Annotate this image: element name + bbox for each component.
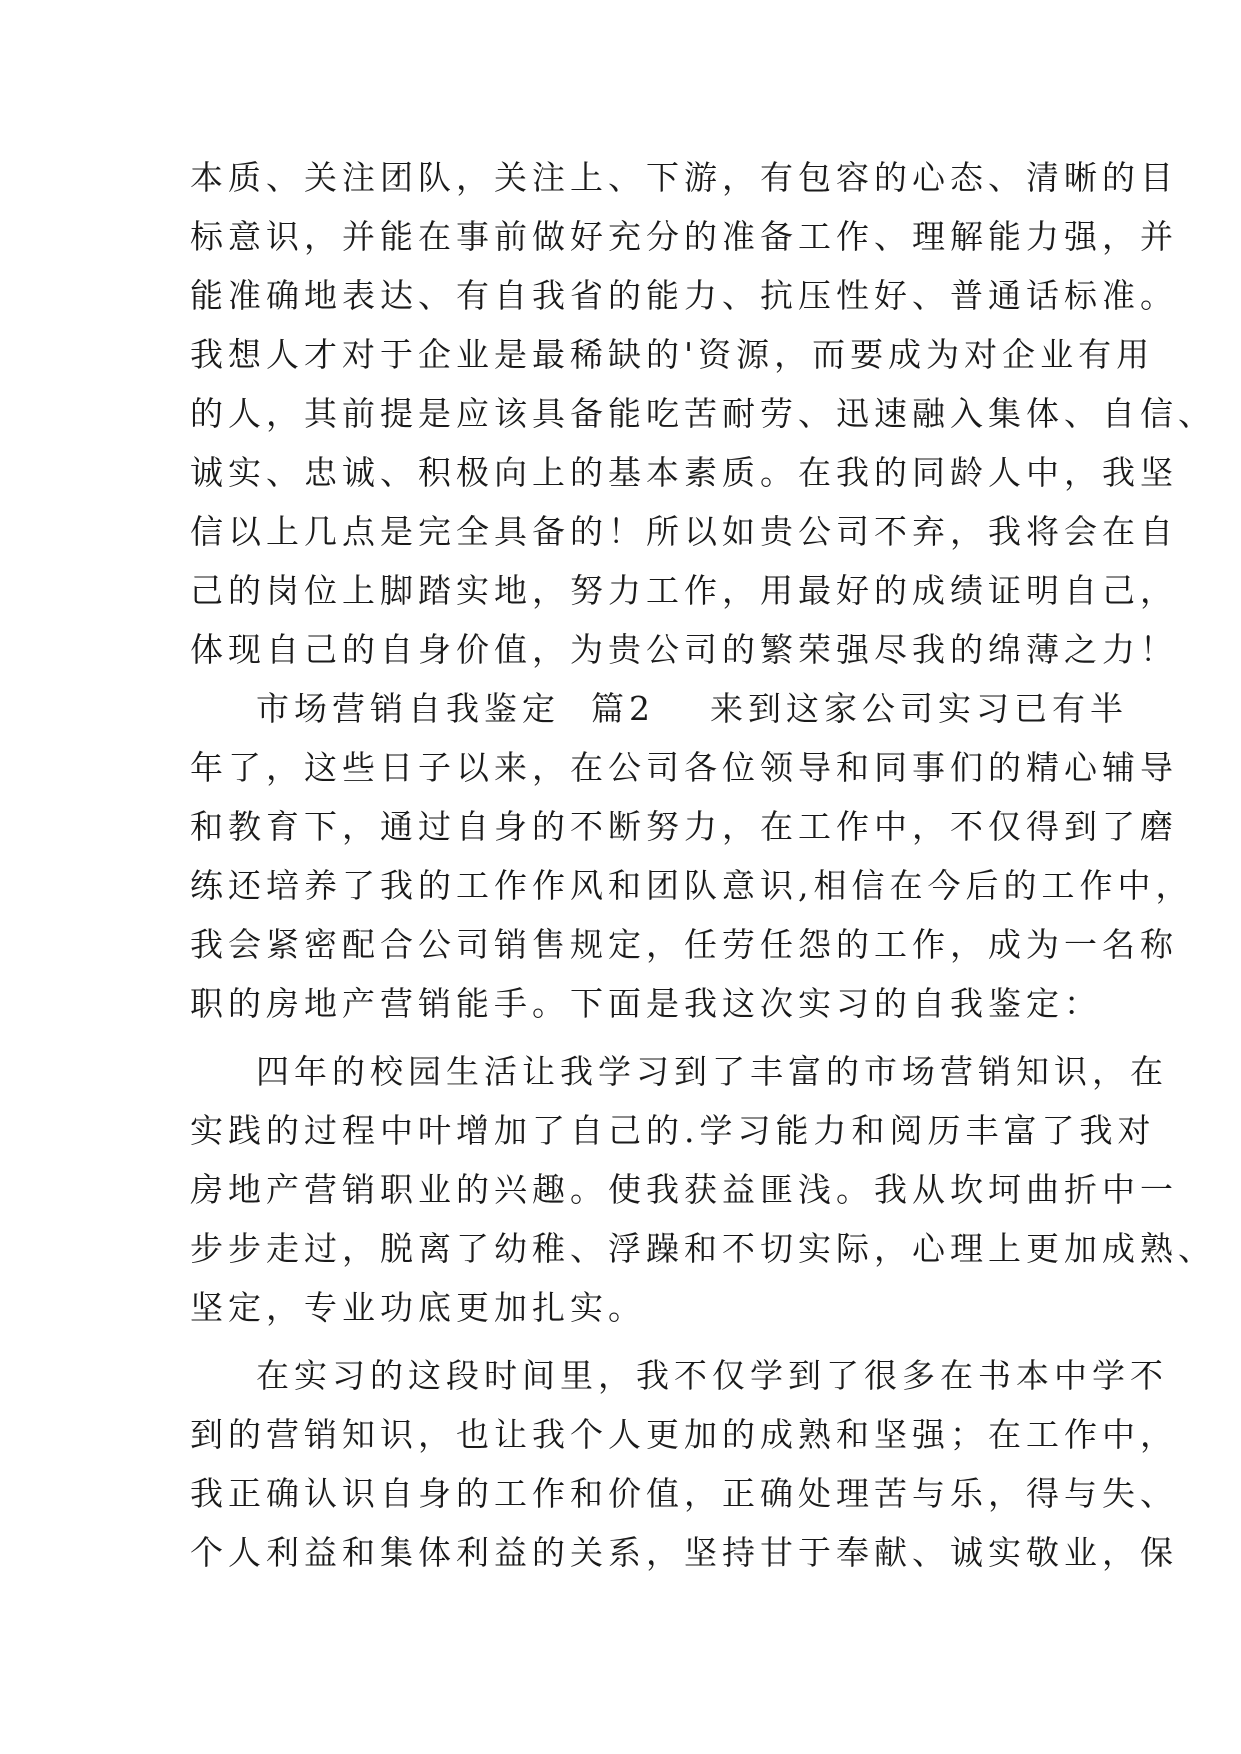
text-line: 实践的过程中叶增加了自己的.学习能力和阅历丰富了我对	[190, 1111, 1156, 1150]
section-heading: 市场营销自我鉴定 篇2	[256, 689, 655, 728]
text-line: 到的营销知识，也让我个人更加的成熟和坚强；在工作中，	[190, 1415, 1178, 1454]
text-line: 在实习的这段时间里，我不仅学到了很多在书本中学不	[256, 1356, 1168, 1395]
text-line: 四年的校园生活让我学习到了丰富的市场营销知识，在	[256, 1052, 1168, 1091]
text-line: 本质、关注团队，关注上、下游，有包容的心态、清晰的目	[190, 158, 1178, 197]
text-line: 房地产营销职业的兴趣。使我获益匪浅。我从坎坷曲折中一	[190, 1170, 1178, 1209]
text-line: 体现自己的自身价值，为贵公司的繁荣强尽我的绵薄之力！	[190, 630, 1178, 669]
document-body	[190, 148, 1216, 1582]
text-line: 来到这家公司实习已有半	[709, 689, 1128, 728]
text-line: 的人，其前提是应该具备能吃苦耐劳、迅速融入集体、自信、	[190, 394, 1216, 433]
text-line: 己的岗位上脚踏实地，努力工作，用最好的成绩证明自己，	[190, 571, 1178, 610]
text-line: 职的房地产营销能手。下面是我这次实习的自我鉴定：	[190, 984, 1102, 1023]
text-line: 练还培养了我的工作作风和团队意识,相信在今后的工作中，	[190, 866, 1194, 905]
text-line: 步步走过，脱离了幼稚、浮躁和不切实际，心理上更加成熟、	[190, 1229, 1216, 1268]
text-line: 坚定，专业功底更加扎实。	[190, 1288, 646, 1327]
text-line: 年了，这些日子以来，在公司各位领导和同事们的精心辅导	[190, 748, 1178, 787]
text-line: 信以上几点是完全具备的！所以如贵公司不弃，我将会在自	[190, 512, 1178, 551]
section-heading-line	[190, 679, 1128, 738]
text-line: 个人利益和集体利益的关系，坚持甘于奉献、诚实敬业，保	[190, 1533, 1178, 1572]
text-line: 能准确地表达、有自我省的能力、抗压性好、普通话标准。	[190, 276, 1178, 315]
text-line: 我正确认识自身的工作和价值，正确处理苦与乐，得与失、	[190, 1474, 1178, 1513]
text-line: 我会紧密配合公司销售规定，任劳任怨的工作，成为一名称	[190, 925, 1178, 964]
text-line: 标意识，并能在事前做好充分的准备工作、理解能力强，并	[190, 217, 1178, 256]
text-line: 我想人才对于企业是最稀缺的'资源，而要成为对企业有用	[190, 335, 1155, 374]
text-line: 和教育下，通过自身的不断努力，在工作中，不仅得到了磨	[190, 807, 1178, 846]
text-line: 诚实、忠诚、积极向上的基本素质。在我的同龄人中，我坚	[190, 453, 1178, 492]
